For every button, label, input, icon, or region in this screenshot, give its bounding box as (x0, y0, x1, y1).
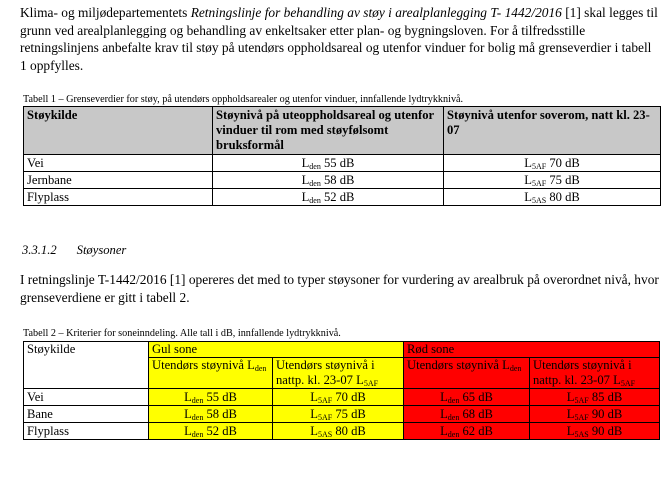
table2-caption: Tabell 2 – Kriterier for soneinndeling. Alle tall i dB, innfallende lydtrykknivå. (23, 328, 341, 339)
table-row (24, 406, 660, 423)
table2-cell-value: $L_{5AF}$ 70 dB (273, 389, 404, 406)
table1-cell-source: Vei (24, 155, 213, 172)
table1-cell-source: Flyplass (24, 189, 213, 206)
table2-subheader-night: Utendørs støynivå i nattp. kl. 23-07 $L_{5AF}$ (273, 358, 404, 389)
table1-header-night: Støynivå utenfor soverom, natt kl. 23-07 (444, 107, 661, 155)
intro-text-end: [1] skal legges til grunn ved arealplanlegging og behandling av enkeltsaker etter plan- og bygningsloven. For å tilfredsstille retningslinjens anbefalte krav til støy på utendørs oppholdsareal og utenfor vinduer for bolig må grenseverdier i tabell 1 oppfylles. (20, 5, 658, 73)
table2-cell-source: Vei (24, 389, 149, 406)
table2-cell-value: $L_{den}$ 55 dB (149, 389, 273, 406)
section-heading (22, 243, 126, 258)
table1-cell-value: $L_{den}$ 58 dB (213, 172, 444, 189)
table1-cell-value: $L_{5AF}$ 75 dB (444, 172, 661, 189)
table1-cell-source: Jernbane (24, 172, 213, 189)
table1-header-source: Støykilde (24, 107, 213, 155)
body-paragraph: I retningslinje T-1442/2016 [1] opereres det med to typer støysoner for vurdering av arealbruk på overordnet nivå, hvor grenseverdiene er gitt i tabell 2. (20, 272, 659, 305)
table2-cell-value: $L_{5AF}$ 75 dB (273, 406, 404, 423)
guideline-title: Retningslinje for behandling av støy i arealplanlegging T- 1442/2016 (190, 5, 562, 20)
table-row (24, 155, 661, 172)
table1 (23, 106, 661, 206)
table1-cell-value: $L_{5AF}$ 70 dB (444, 155, 661, 172)
table2-header-red-zone: Rød sone (404, 342, 660, 358)
table2 (23, 341, 660, 440)
table2-zone-row (24, 342, 660, 358)
table2-cell-value: $L_{den}$ 52 dB (149, 423, 273, 440)
table2-cell-value: $L_{den}$ 65 dB (404, 389, 530, 406)
intro-text-start: Klima- og miljødepartementets (20, 5, 191, 20)
table1-cell-value: $L_{5AS}$ 80 dB (444, 189, 661, 206)
table2-cell-value: $L_{5AF}$ 90 dB (530, 406, 660, 423)
table2-cell-value: $L_{den}$ 62 dB (404, 423, 530, 440)
intro-paragraph (20, 4, 660, 74)
table2-cell-source: Bane (24, 406, 149, 423)
table2-cell-value: $L_{5AS}$ 80 dB (273, 423, 404, 440)
table2-cell-value: $L_{5AF}$ 85 dB (530, 389, 660, 406)
table2-cell-value: $L_{den}$ 58 dB (149, 406, 273, 423)
table1-header-row (24, 107, 661, 155)
table2-header-yellow-zone: Gul sone (149, 342, 404, 358)
section-title: Støysoner (76, 243, 127, 257)
table-row (24, 189, 661, 206)
table-row (24, 423, 660, 440)
table1-cell-value: $L_{den}$ 52 dB (213, 189, 444, 206)
table1-caption: Tabell 1 – Grenseverdier for støy, på utendørs oppholdsarealer og utenfor vinduer, innfallende lydtrykknivå. (23, 94, 464, 105)
table2-subheader-outdoor: Utendørs støynivå $L_{den}$ (149, 358, 273, 389)
table2-cell-value: $L_{den}$ 68 dB (404, 406, 530, 423)
table-row (24, 172, 661, 189)
section-number: 3.3.1.2 (22, 243, 57, 257)
table2-subheader-night: Utendørs støynivå i nattp. kl. 23-07 $L_{5AF}$ (530, 358, 660, 389)
table2-cell-source: Flyplass (24, 423, 149, 440)
table-row (24, 389, 660, 406)
table2-header-source: Støykilde (24, 342, 149, 389)
table2-cell-value: $L_{5AS}$ 90 dB (530, 423, 660, 440)
table1-header-outdoor: Støynivå på uteoppholdsareal og utenfor vinduer til rom med støyfølsomt bruksformål (213, 107, 444, 155)
table1-cell-value: $L_{den}$ 55 dB (213, 155, 444, 172)
table2-subheader-outdoor: Utendørs støynivå $L_{den}$ (404, 358, 530, 389)
